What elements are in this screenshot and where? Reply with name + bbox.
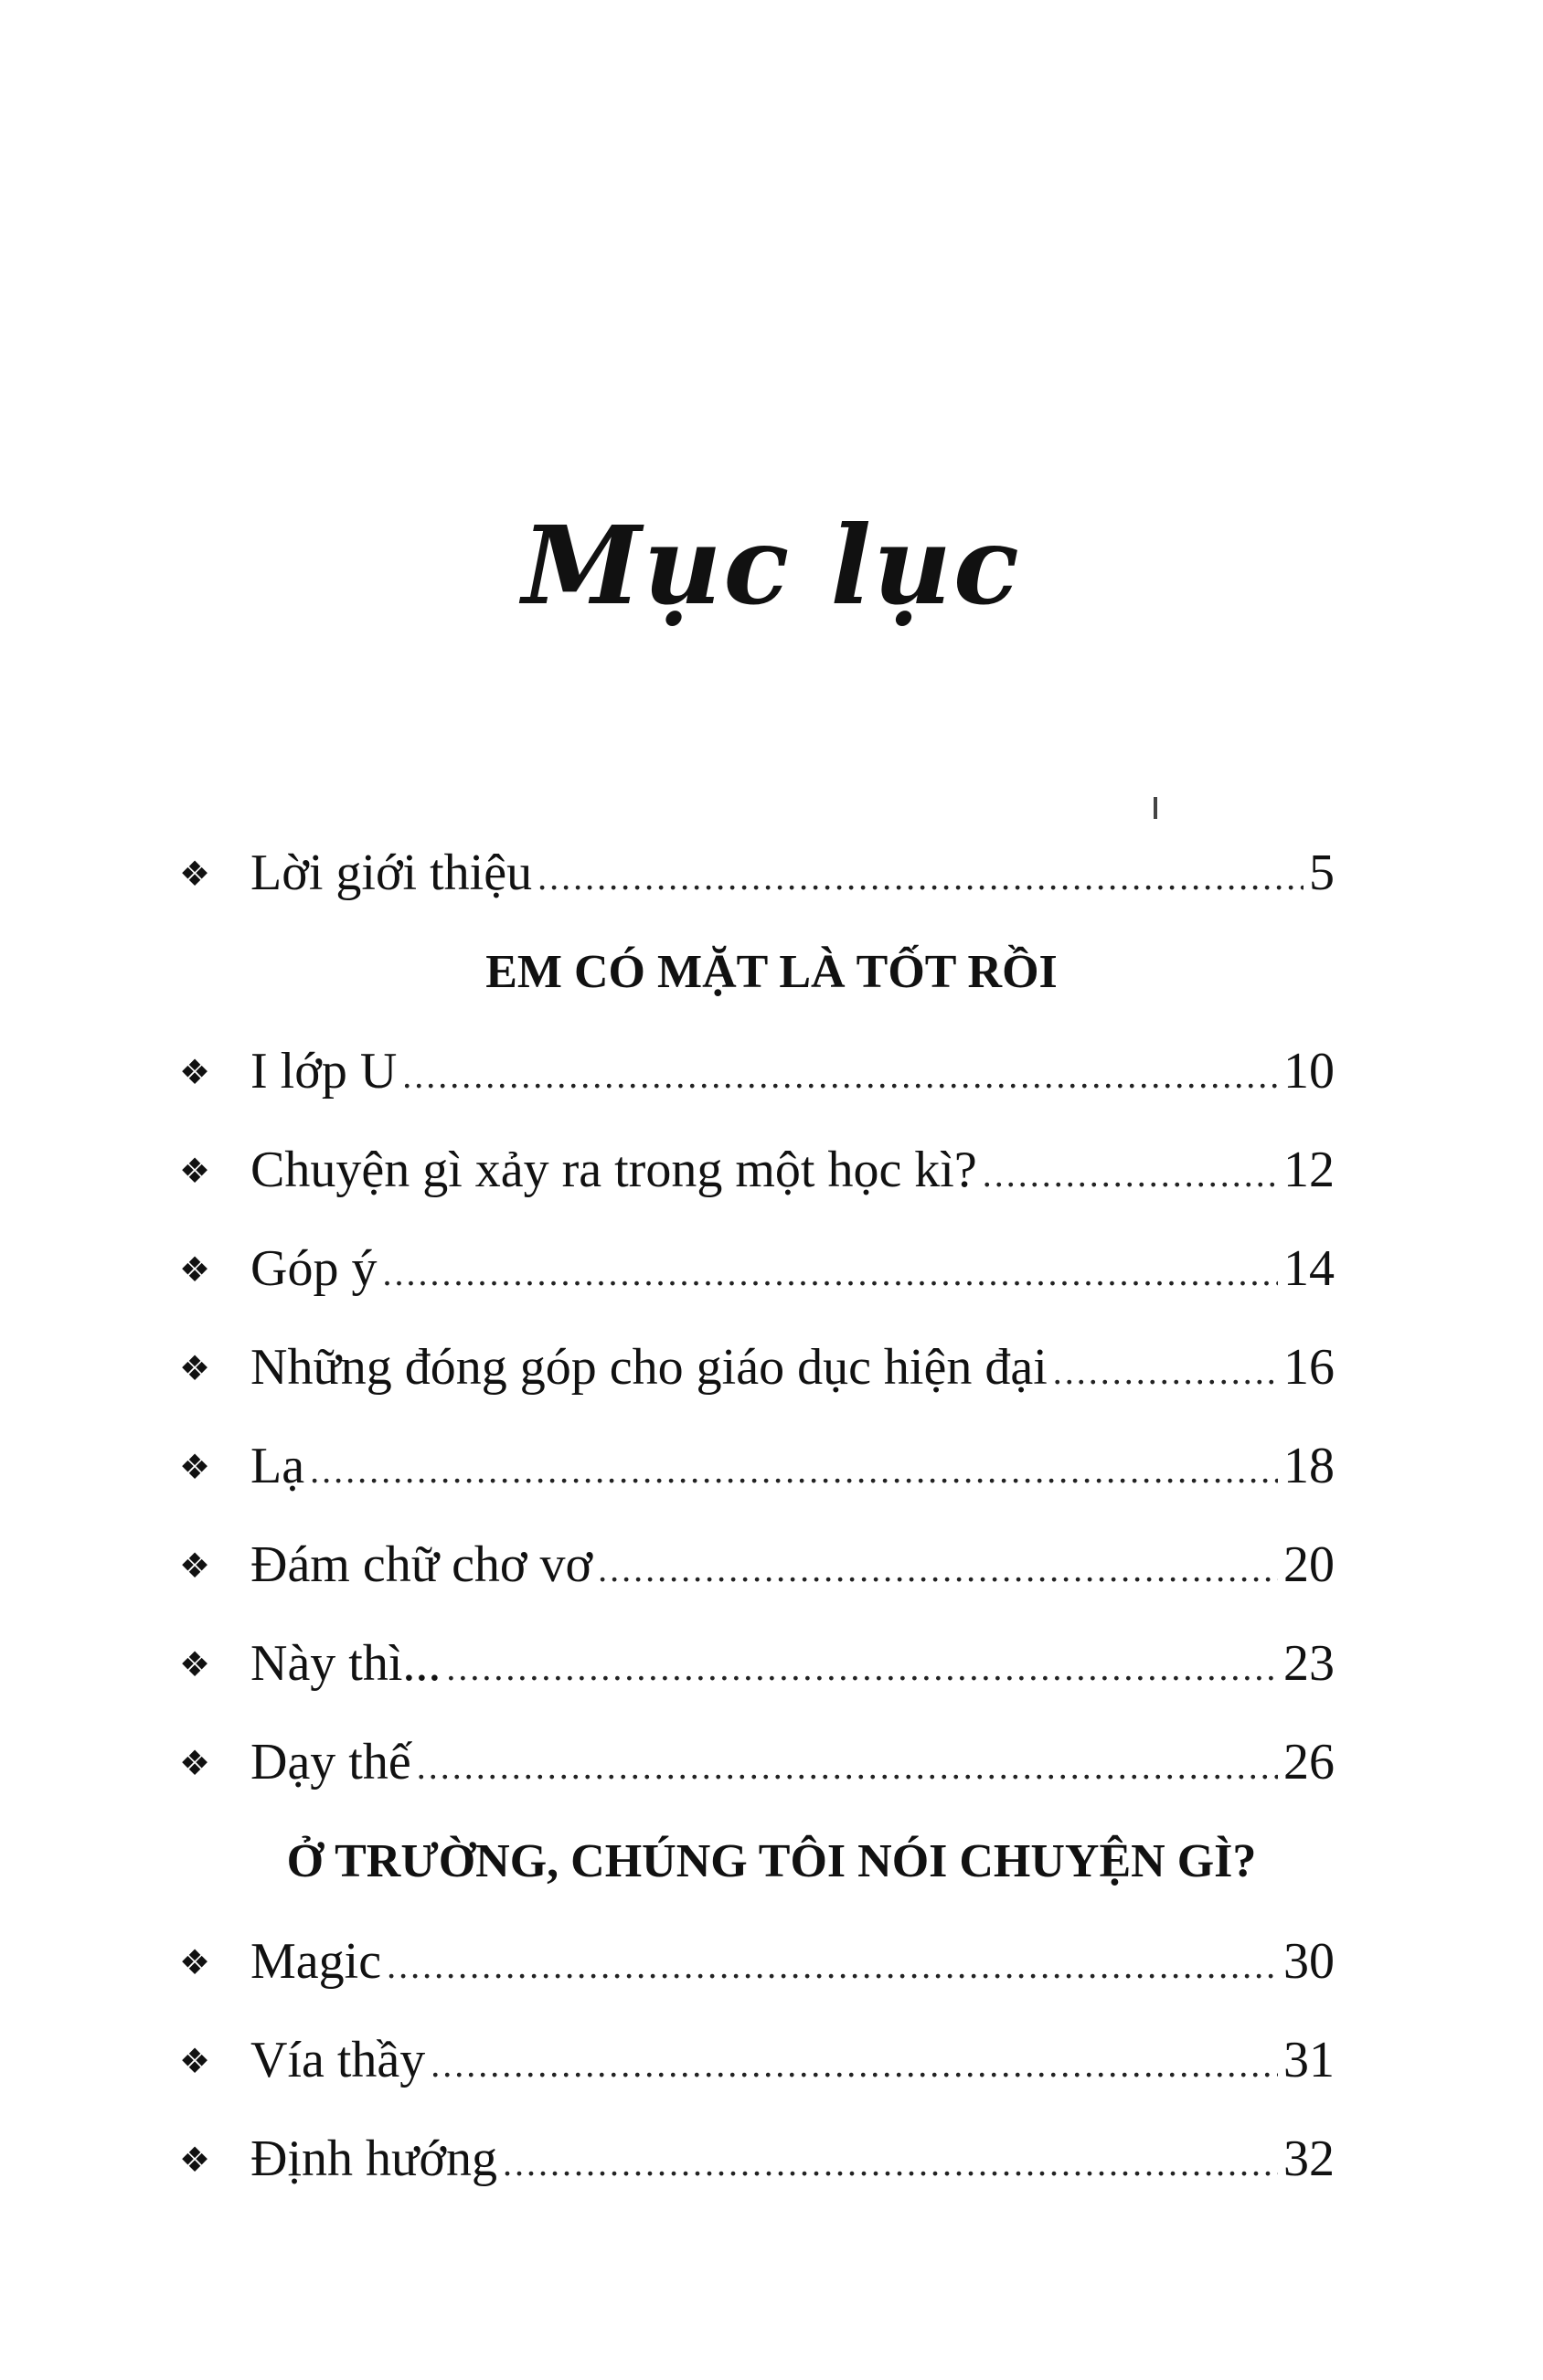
toc-entry-gop-y (179, 1241, 1335, 1298)
entry-page-number: 16 (1283, 1339, 1335, 1396)
dot-leader (503, 2143, 1278, 2183)
entry-label: Lời giới thiệu (250, 845, 533, 901)
dot-leader (310, 1450, 1278, 1491)
bullet-icon: ❖ (179, 1646, 211, 1684)
entry-page-number: 23 (1283, 1635, 1335, 1692)
dot-leader (382, 1253, 1278, 1293)
entry-page-number: 14 (1283, 1240, 1335, 1297)
toc-entry-dinh-huong (179, 2131, 1335, 2188)
entry-page-number: 12 (1283, 1142, 1335, 1198)
entry-page-number: 30 (1283, 1933, 1335, 1990)
entry-label: Này thì... (250, 1635, 442, 1692)
bullet-icon: ❖ (179, 1251, 211, 1290)
bullet-icon: ❖ (179, 1745, 211, 1783)
dot-leader (431, 2045, 1278, 2085)
entry-label: Đám chữ chơ vơ (250, 1536, 593, 1593)
toc-entry-la (179, 1439, 1335, 1495)
entry-label: Magic (250, 1933, 382, 1990)
dot-leader (598, 1549, 1278, 1589)
bullet-icon: ❖ (179, 1153, 211, 1191)
entry-page-number: 32 (1283, 2130, 1335, 2187)
page-title: Mục lục (522, 502, 1021, 629)
entry-page-number: 31 (1283, 2032, 1335, 2088)
toc-entry-dam-chu (179, 1537, 1335, 1594)
toc-entry-nay-thi (179, 1636, 1335, 1693)
entry-label: Định hướng (250, 2130, 497, 2187)
dot-leader (387, 1946, 1278, 1986)
entry-label: Dạy thế (250, 1734, 411, 1790)
bullet-icon: ❖ (179, 1944, 211, 1982)
entry-label: Những đóng góp cho giáo dục hiện đại (250, 1339, 1048, 1396)
toc-entry-nhung-dong-gop (179, 1340, 1335, 1397)
toc-entry-chuyen-gi (179, 1142, 1335, 1199)
bullet-icon: ❖ (179, 1547, 211, 1586)
bullet-icon: ❖ (179, 1054, 211, 1092)
scan-mark (1154, 797, 1157, 819)
section-heading: EM CÓ MẶT LÀ TỐT RỒI (485, 946, 1058, 998)
toc-entry-magic (179, 1934, 1335, 1991)
entry-page-number: 26 (1283, 1734, 1335, 1790)
dot-leader (417, 1747, 1278, 1787)
toc-entry-via-thay (179, 2033, 1335, 2089)
dot-leader (446, 1648, 1278, 1688)
entry-page-number: 10 (1283, 1043, 1335, 1100)
bullet-icon: ❖ (179, 1449, 211, 1487)
bullet-icon: ❖ (179, 2043, 211, 2081)
entry-label: Chuyện gì xảy ra trong một học kì? (250, 1142, 977, 1198)
entry-label: Vía thầy (250, 2032, 426, 2088)
toc-entry-i-lop-u (179, 1044, 1335, 1100)
bullet-icon: ❖ (179, 2141, 211, 2180)
entry-label: Lạ (250, 1438, 305, 1494)
entry-label: Góp ý (250, 1240, 378, 1297)
entry-label: I lớp U (250, 1043, 398, 1100)
toc-entry-day-the (179, 1735, 1335, 1791)
entry-page-number: 5 (1309, 845, 1335, 901)
bullet-icon: ❖ (179, 1350, 211, 1388)
dot-leader (537, 857, 1304, 898)
dot-leader (402, 1056, 1278, 1096)
entry-page-number: 18 (1283, 1438, 1335, 1494)
dot-leader (983, 1154, 1278, 1195)
dot-leader (1053, 1352, 1278, 1392)
toc-entry-loi-gioi-thieu (179, 845, 1335, 902)
bullet-icon: ❖ (179, 855, 211, 894)
entry-page-number: 20 (1283, 1536, 1335, 1593)
section-heading: Ở TRƯỜNG, CHÚNG TÔI NÓI CHUYỆN GÌ? (286, 1835, 1257, 1887)
